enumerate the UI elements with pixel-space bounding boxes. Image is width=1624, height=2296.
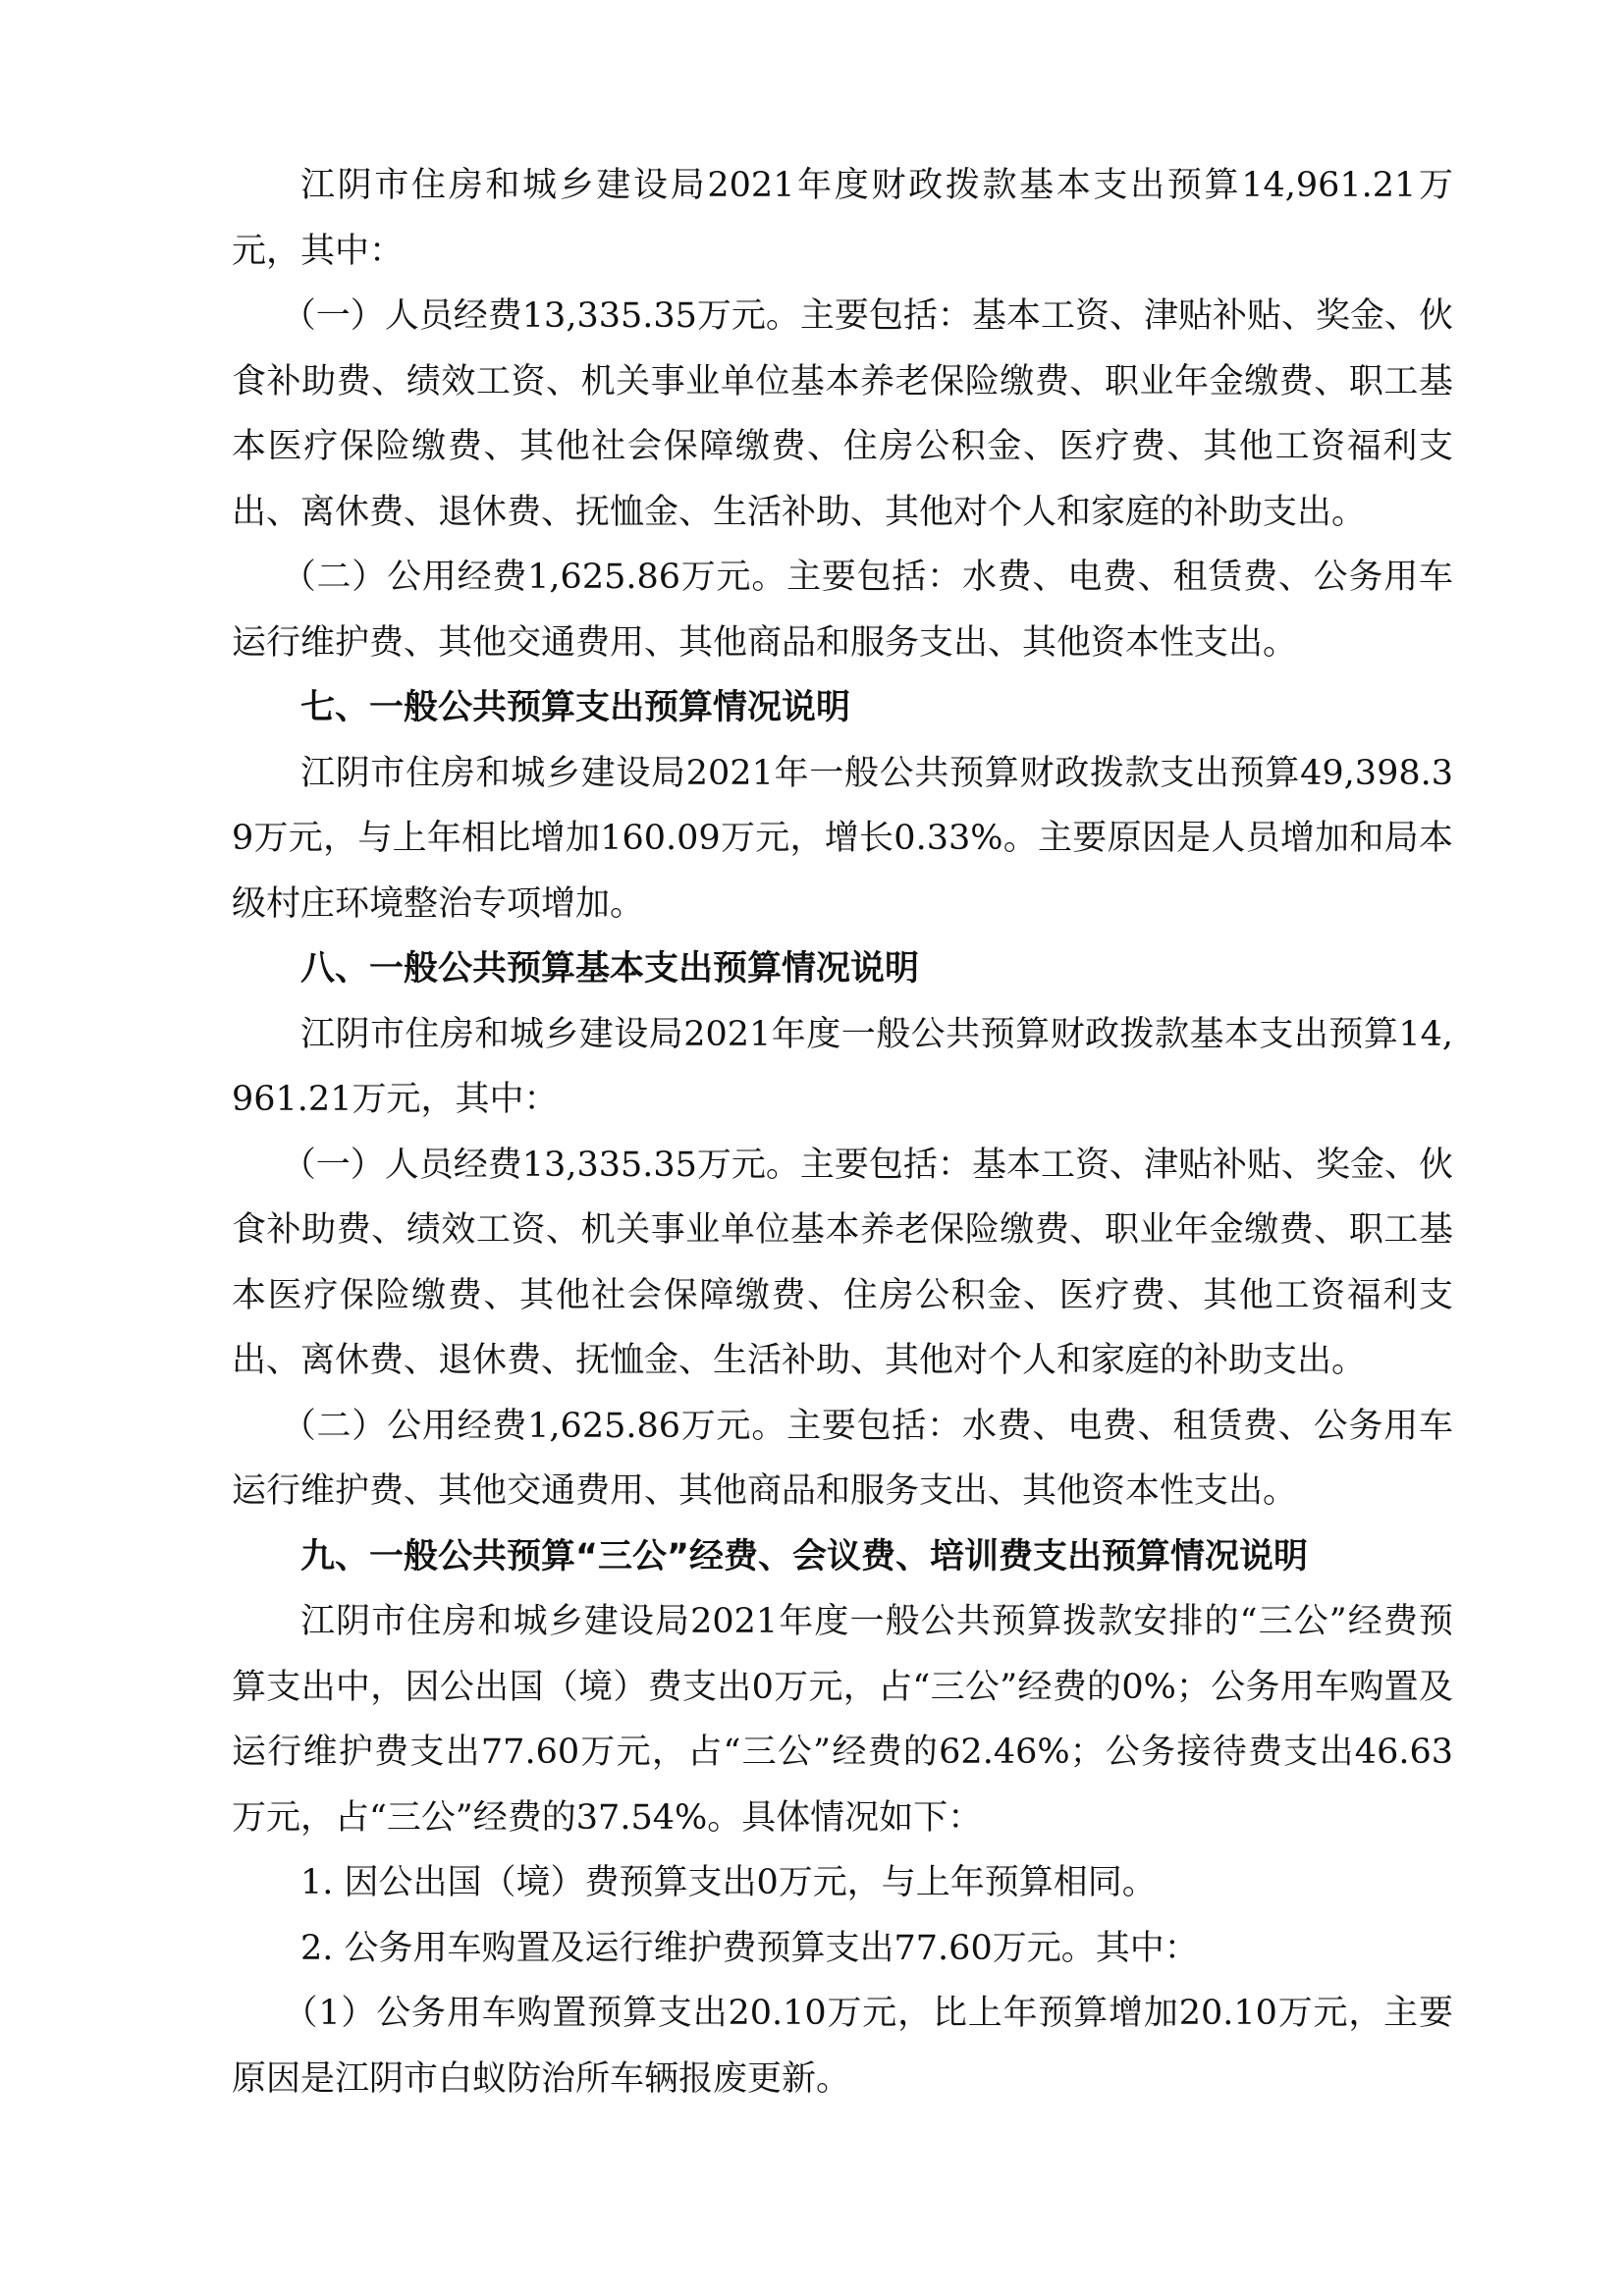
paragraph-general-basic-expenditure: 江阴市住房和城乡建设局2021年度一般公共预算财政拨款基本支出预算14,961.21万元，其中： [232, 1014, 1453, 1119]
paragraph-item-2-1: （1）公务用车购置预算支出20.10万元，比上年预算增加20.10万元，主要原因是江阴市白蚁防治所车辆报废更新。 [232, 1994, 1453, 2099]
paragraph-basic-expenditure: 江阴市住房和城乡建设局2021年度财政拨款基本支出预算14,961.21万元，其中： [232, 166, 1453, 271]
document-page [232, 153, 1453, 2111]
paragraph-item-2: 2. 公务用车购置及运行维护费预算支出77.60万元。其中： [300, 1928, 1199, 1968]
heading-section-8: 八、一般公共预算基本支出预算情况说明 [300, 949, 920, 988]
heading-section-9: 九、一般公共预算“三公”经费、会议费、培训费支出预算情况说明 [300, 1536, 1309, 1576]
heading-section-7: 七、一般公共预算支出预算情况说明 [300, 688, 851, 727]
paragraph-general-budget-expenditure: 江阴市住房和城乡建设局2021年一般公共预算财政拨款支出预算49,398.39万元，与上年相比增加160.09万元，增长0.33%。主要原因是人员增加和局本级村庄环境整治专项增加。 [232, 753, 1453, 924]
paragraph-three-public-expenses: 江阴市住房和城乡建设局2021年度一般公共预算拨款安排的“三公”经费预算支出中，因公出国（境）费支出0万元，占“三公”经费的0%；公务用车购置及运行维护费支出77.60万元，占“三公”经费的62.46%；公务接待费支出46.63万元，占“三公”经费的37.54%。具体情况如下： [232, 1602, 1453, 1838]
paragraph-public-expenses: （二）公用经费1,625.86万元。主要包括：水费、电费、租赁费、公务用车运行维护费、其他交通费用、其他商品和服务支出、其他资本性支出。 [232, 558, 1453, 663]
paragraph-item-1: 1. 因公出国（境）费预算支出0万元，与上年预算相同。 [300, 1863, 1157, 1902]
paragraph-public-expenses-2: （二）公用经费1,625.86万元。主要包括：水费、电费、租赁费、公务用车运行维护费、其他交通费用、其他商品和服务支出、其他资本性支出。 [232, 1406, 1453, 1511]
paragraph-personnel-expenses-2: （一）人员经费13,335.35万元。主要包括：基本工资、津贴补贴、奖金、伙食补助费、绩效工资、机关事业单位基本养老保险缴费、职业年金缴费、职工基本医疗保险缴费、其他社会保障缴费、住房公积金、医疗费、其他工资福利支出、离休费、退休费、抚恤金、生活补助、其他对个人和家庭的补助支出。 [232, 1145, 1453, 1380]
paragraph-personnel-expenses: （一）人员经费13,335.35万元。主要包括：基本工资、津贴补贴、奖金、伙食补助费、绩效工资、机关事业单位基本养老保险缴费、职业年金缴费、职工基本医疗保险缴费、其他社会保障缴费、住房公积金、医疗费、其他工资福利支出、离休费、退休费、抚恤金、生活补助、其他对个人和家庭的补助支出。 [232, 296, 1453, 532]
